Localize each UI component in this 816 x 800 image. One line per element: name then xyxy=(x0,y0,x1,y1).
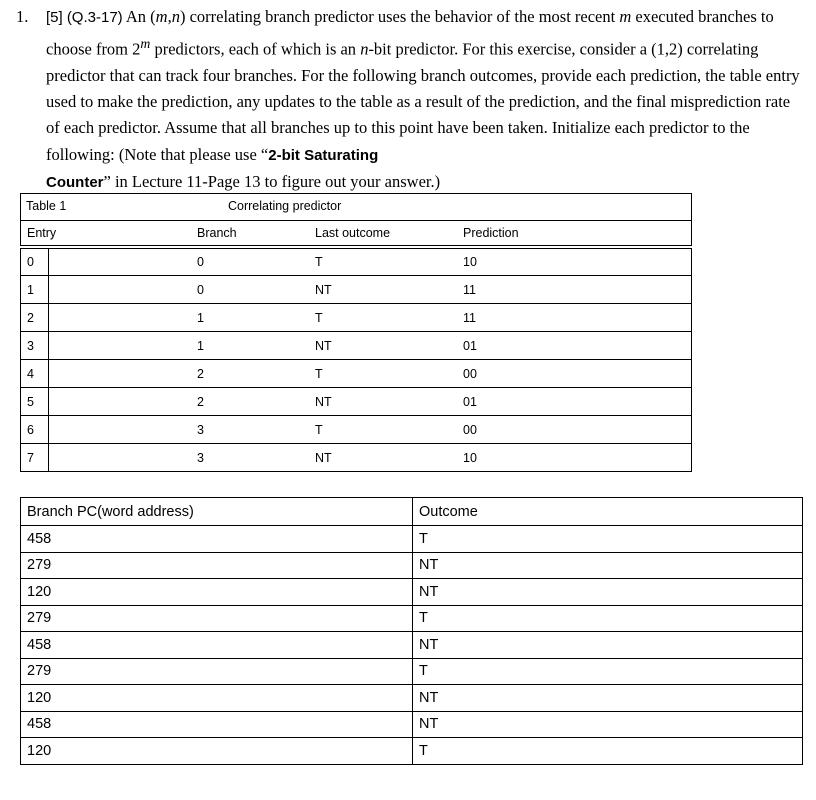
bold-term: 2-bit Saturating xyxy=(268,146,379,164)
branch-cell: 0 xyxy=(197,255,204,269)
prediction-cell: 11 xyxy=(463,282,476,297)
question-part: , xyxy=(167,7,172,26)
table1-header: Branch xyxy=(197,226,237,240)
question-points: [5] xyxy=(46,9,63,26)
outcome-cell: NT xyxy=(413,579,803,606)
table-header-row xyxy=(21,498,803,526)
table-row xyxy=(21,552,803,579)
prediction-cell: 00 xyxy=(463,366,477,381)
prediction-cell: 11 xyxy=(463,310,476,325)
question-part: ) correlating branch predictor uses the behavior of the most recent xyxy=(179,7,620,26)
branch-pc-cell: 458 xyxy=(21,632,413,659)
branch-cell: 2 xyxy=(197,394,204,409)
outcome-cell: T xyxy=(413,738,803,765)
outcome-cell: T xyxy=(413,658,803,685)
table1-header: Entry xyxy=(27,226,57,240)
table-row xyxy=(21,632,803,659)
branch-pc-cell: 279 xyxy=(21,658,413,685)
var-m: m xyxy=(155,7,168,26)
question-part: executed branches to choose from 2 xyxy=(46,7,774,59)
branch-pc-cell: 279 xyxy=(21,552,413,579)
prediction-cell: 10 xyxy=(463,255,477,269)
superscript-m: m xyxy=(140,36,151,52)
branch-cell: 3 xyxy=(197,450,204,465)
table-row xyxy=(20,416,692,444)
bold-term: Counter xyxy=(46,173,104,191)
entry-cell: 4 xyxy=(21,360,49,387)
var-n: n xyxy=(360,39,369,59)
table-row xyxy=(21,605,803,632)
table-row xyxy=(21,579,803,606)
table-row xyxy=(21,658,803,685)
prediction-cell: 01 xyxy=(463,394,477,409)
table1-header: Prediction xyxy=(463,226,519,240)
outcome-cell: T xyxy=(413,605,803,632)
outcome-cell: NT xyxy=(413,552,803,579)
var-n: n xyxy=(171,7,180,26)
outcome-cell: NT xyxy=(413,711,803,738)
branch-pc-cell: 120 xyxy=(21,579,413,606)
table2-header: Branch PC(word address) xyxy=(21,498,413,526)
branch-cell: 0 xyxy=(197,282,204,297)
branch-pc-cell: 458 xyxy=(21,526,413,553)
branch-cell: 1 xyxy=(197,310,204,325)
outcome-cell: NT xyxy=(413,632,803,659)
table-row xyxy=(20,304,692,332)
branch-pc-cell: 120 xyxy=(21,738,413,765)
last-outcome-cell: T xyxy=(315,255,323,269)
last-outcome-cell: T xyxy=(315,422,323,437)
table-row xyxy=(21,526,803,553)
last-outcome-cell: NT xyxy=(315,282,332,297)
prediction-cell: 00 xyxy=(463,422,477,437)
entry-cell: 2 xyxy=(21,304,49,331)
table-row xyxy=(20,248,692,276)
table1-label: Table 1 xyxy=(26,199,67,213)
branch-outcome-table xyxy=(20,497,803,765)
question-body xyxy=(46,4,806,196)
prediction-cell: 10 xyxy=(463,450,477,465)
question-part: An ( xyxy=(122,7,156,26)
table-row xyxy=(20,332,692,360)
branch-pc-cell: 458 xyxy=(21,711,413,738)
last-outcome-cell: NT xyxy=(315,338,332,353)
entry-cell: 6 xyxy=(21,416,49,443)
question-part: ” in Lecture 11-Page 13 to figure out your answer.) xyxy=(103,171,441,191)
table2-header: Outcome xyxy=(413,498,803,526)
last-outcome-cell: T xyxy=(315,366,323,381)
branch-cell: 1 xyxy=(197,338,204,353)
question-number: 1. xyxy=(16,7,29,26)
branch-cell: 3 xyxy=(197,422,204,437)
outcome-cell: T xyxy=(413,526,803,553)
last-outcome-cell: NT xyxy=(315,450,332,465)
entry-cell: 5 xyxy=(21,388,49,415)
table-row xyxy=(20,360,692,388)
branch-pc-cell: 279 xyxy=(21,605,413,632)
entry-cell: 7 xyxy=(21,444,49,471)
table-row xyxy=(21,738,803,765)
last-outcome-cell: T xyxy=(315,310,323,325)
entry-cell: 0 xyxy=(21,249,49,275)
table-row xyxy=(21,685,803,712)
table1-title: Correlating predictor xyxy=(228,199,342,213)
entry-cell: 3 xyxy=(21,332,49,359)
table-row xyxy=(20,388,692,416)
branch-cell: 2 xyxy=(197,366,204,381)
correlating-predictor-table xyxy=(20,193,692,472)
last-outcome-cell: NT xyxy=(315,394,332,409)
question-ref: (Q.3-17) xyxy=(66,9,123,26)
question-part: -bit predictor. For this exercise, consider a (1,2) correlating predictor that can track four branches. For the following branch outcomes, provide each prediction, the table entry used to make the prediction, any updates to the table as a result of the prediction, and the final misprediction rate of each predictor. Assume that all branches up to this point have been taken. Initialize each predictor to the following: (Note that please use “ xyxy=(46,39,800,164)
outcome-cell: NT xyxy=(413,685,803,712)
var-m: m xyxy=(619,7,632,26)
prediction-cell: 01 xyxy=(463,338,477,353)
entry-cell: 1 xyxy=(21,276,49,303)
table-row xyxy=(21,711,803,738)
question-part: predictors, each of which is an xyxy=(150,39,361,59)
table-row xyxy=(20,444,692,472)
table1-header: Last outcome xyxy=(315,226,391,240)
question-text xyxy=(16,4,806,196)
table-row xyxy=(20,276,692,304)
branch-pc-cell: 120 xyxy=(21,685,413,712)
